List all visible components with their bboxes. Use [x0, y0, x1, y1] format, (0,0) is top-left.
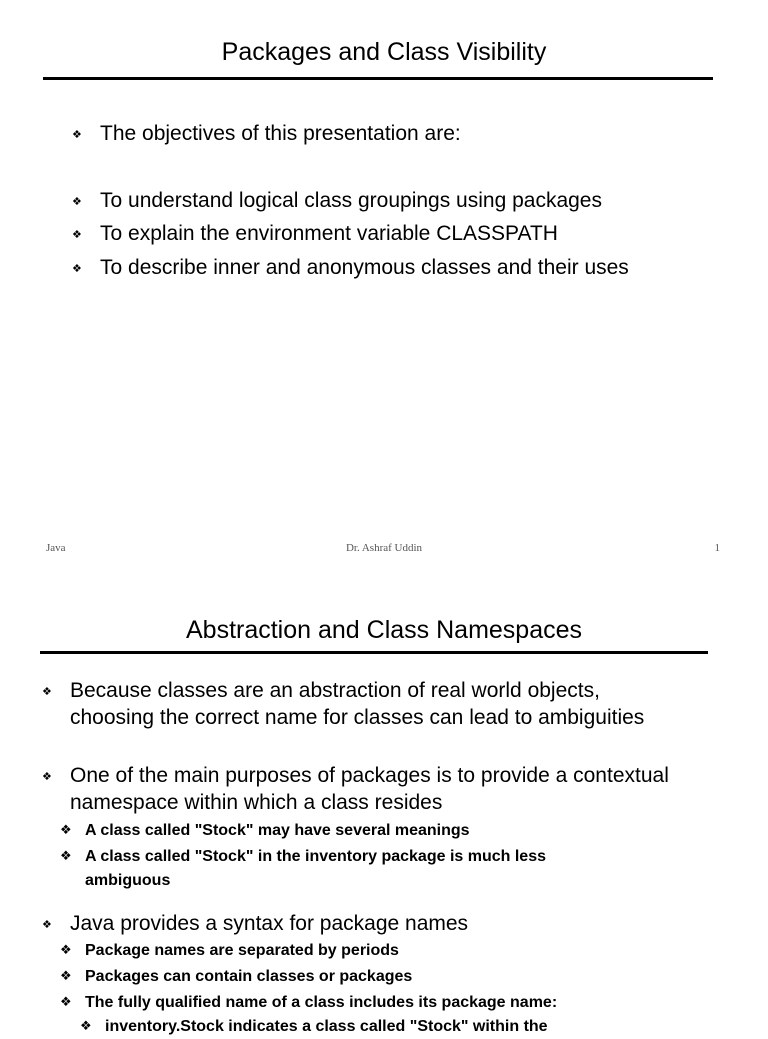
sub-list-item — [60, 819, 620, 843]
sub-list-item-cut-off — [80, 1015, 700, 1039]
diamond-bullet-icon: ❖ — [72, 262, 82, 275]
list-item — [42, 910, 672, 937]
diamond-bullet-icon: ❖ — [60, 849, 72, 864]
diamond-bullet-icon: ❖ — [42, 918, 52, 931]
title-underline — [40, 651, 708, 654]
sub-list-item — [60, 965, 660, 989]
list-item — [72, 220, 692, 247]
sub-bullet-text: A class called "Stock" in the inventory package is much less ambiguous — [85, 848, 546, 889]
list-item — [72, 187, 692, 214]
diamond-bullet-icon: ❖ — [80, 1019, 92, 1034]
footer-page-number: 1 — [714, 542, 720, 554]
bullet-text: One of the main purposes of packages is to provide a contextual namespace within which a class resides — [70, 764, 669, 814]
bullet-text: To explain the environment variable CLASSPATH — [100, 222, 558, 245]
sub-bullet-text: inventory.Stock indicates a class called "Stock" within the — [105, 1018, 548, 1035]
diamond-bullet-icon: ❖ — [60, 943, 72, 958]
sub-list-item — [60, 939, 660, 963]
sub-list-item — [60, 845, 620, 893]
slide-1-title: Packages and Class Visibility — [221, 38, 547, 66]
slide-2-title: Abstraction and Class Namespaces — [185, 616, 583, 644]
footer-left: Java — [46, 542, 66, 554]
bullet-text: To describe inner and anonymous classes and their uses — [100, 256, 629, 279]
sub-list-item — [60, 991, 680, 1015]
diamond-bullet-icon: ❖ — [72, 228, 82, 241]
bullet-text: Because classes are an abstraction of real world objects, choosing the correct name for classes can lead to ambiguities — [70, 679, 645, 729]
list-item — [42, 677, 672, 731]
bullet-text: The objectives of this presentation are: — [100, 122, 461, 145]
bullet-text: Java provides a syntax for package names — [70, 912, 469, 935]
sub-bullet-text: A class called "Stock" may have several meanings — [85, 822, 470, 839]
sub-bullet-text: Package names are separated by periods — [85, 942, 399, 959]
bullet-text: To understand logical class groupings using packages — [100, 189, 602, 212]
diamond-bullet-icon: ❖ — [60, 969, 72, 984]
diamond-bullet-icon: ❖ — [72, 128, 82, 141]
list-item — [72, 120, 692, 147]
sub-bullet-text: The fully qualified name of a class includes its package name: — [85, 994, 558, 1011]
slide-2 — [0, 570, 768, 1035]
diamond-bullet-icon: ❖ — [72, 195, 82, 208]
diamond-bullet-icon: ❖ — [42, 685, 52, 698]
footer-author: Dr. Ashraf Uddin — [345, 542, 423, 554]
diamond-bullet-icon: ❖ — [60, 823, 72, 838]
diamond-bullet-icon: ❖ — [60, 995, 72, 1010]
title-underline — [43, 77, 713, 80]
sub-bullet-text: Packages can contain classes or packages — [85, 968, 413, 985]
list-item — [42, 762, 672, 816]
list-item — [72, 254, 662, 281]
diamond-bullet-icon: ❖ — [42, 770, 52, 783]
